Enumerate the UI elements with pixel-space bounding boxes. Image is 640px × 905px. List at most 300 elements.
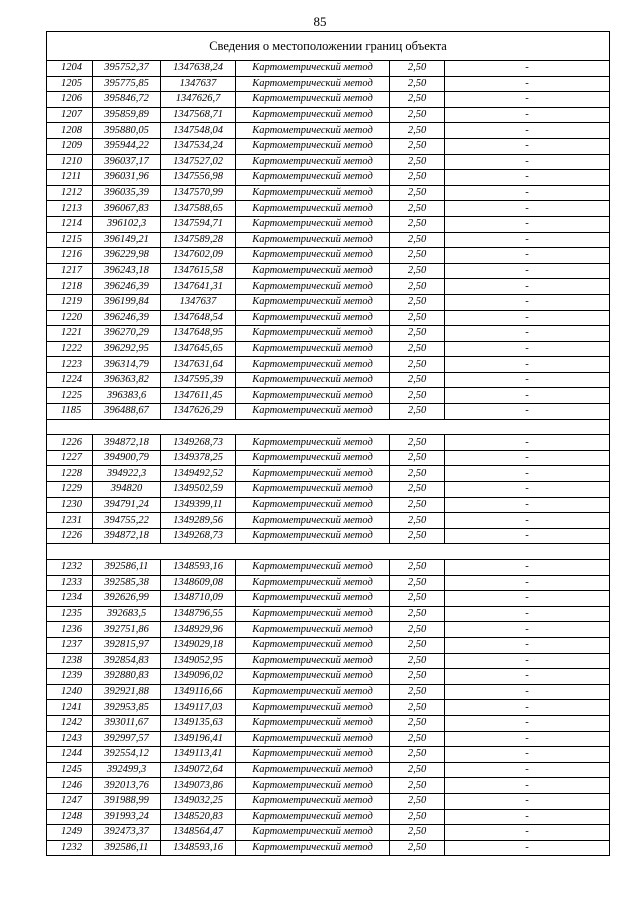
x-coordinate-cell: 394820 — [93, 482, 161, 498]
group-separator-row — [47, 419, 610, 435]
point-id-cell: 1246 — [47, 778, 93, 794]
method-cell: Картометрический метод — [236, 575, 390, 591]
y-coordinate-cell: 1347594,71 — [161, 216, 236, 232]
accuracy-cell: 2,50 — [390, 185, 445, 201]
method-cell: Картометрический метод — [236, 606, 390, 622]
point-id-cell: 1240 — [47, 684, 93, 700]
accuracy-cell: 2,50 — [390, 684, 445, 700]
table-row — [47, 435, 610, 451]
method-cell: Картометрический метод — [236, 762, 390, 778]
accuracy-cell: 2,50 — [390, 388, 445, 404]
description-cell: - — [445, 107, 610, 123]
x-coordinate-cell: 394922,3 — [93, 466, 161, 482]
x-coordinate-cell: 392880,83 — [93, 669, 161, 685]
y-coordinate-cell: 1349096,02 — [161, 669, 236, 685]
x-coordinate-cell: 394872,18 — [93, 528, 161, 544]
method-cell: Картометрический метод — [236, 232, 390, 248]
method-cell: Картометрический метод — [236, 450, 390, 466]
point-id-cell: 1245 — [47, 762, 93, 778]
x-coordinate-cell: 392013,76 — [93, 778, 161, 794]
method-cell: Картометрический метод — [236, 326, 390, 342]
y-coordinate-cell: 1349502,59 — [161, 482, 236, 498]
x-coordinate-cell: 396037,17 — [93, 154, 161, 170]
table-row — [47, 591, 610, 607]
table-row — [47, 793, 610, 809]
point-id-cell: 1226 — [47, 528, 93, 544]
x-coordinate-cell: 392626,99 — [93, 591, 161, 607]
x-coordinate-cell: 392473,37 — [93, 825, 161, 841]
method-cell: Картометрический метод — [236, 793, 390, 809]
accuracy-cell: 2,50 — [390, 482, 445, 498]
y-coordinate-cell: 1347556,98 — [161, 170, 236, 186]
x-coordinate-cell: 392499,3 — [93, 762, 161, 778]
description-cell: - — [445, 388, 610, 404]
accuracy-cell: 2,50 — [390, 372, 445, 388]
point-id-cell: 1241 — [47, 700, 93, 716]
table-row — [47, 61, 610, 77]
description-cell: - — [445, 170, 610, 186]
point-id-cell: 1208 — [47, 123, 93, 139]
x-coordinate-cell: 392554,12 — [93, 747, 161, 763]
point-id-cell: 1217 — [47, 263, 93, 279]
description-cell: - — [445, 154, 610, 170]
accuracy-cell: 2,50 — [390, 731, 445, 747]
description-cell: - — [445, 138, 610, 154]
x-coordinate-cell: 392751,86 — [93, 622, 161, 638]
table-row — [47, 560, 610, 576]
table-row — [47, 107, 610, 123]
accuracy-cell: 2,50 — [390, 700, 445, 716]
accuracy-cell: 2,50 — [390, 825, 445, 841]
point-id-cell: 1211 — [47, 170, 93, 186]
y-coordinate-cell: 1349268,73 — [161, 435, 236, 451]
method-cell: Картометрический метод — [236, 591, 390, 607]
point-id-cell: 1209 — [47, 138, 93, 154]
accuracy-cell: 2,50 — [390, 575, 445, 591]
method-cell: Картометрический метод — [236, 263, 390, 279]
accuracy-cell: 2,50 — [390, 232, 445, 248]
table-row — [47, 809, 610, 825]
accuracy-cell: 2,50 — [390, 513, 445, 529]
method-cell: Картометрический метод — [236, 669, 390, 685]
point-id-cell: 1215 — [47, 232, 93, 248]
accuracy-cell: 2,50 — [390, 778, 445, 794]
y-coordinate-cell: 1347615,58 — [161, 263, 236, 279]
point-id-cell: 1223 — [47, 357, 93, 373]
method-cell: Картометрический метод — [236, 497, 390, 513]
x-coordinate-cell: 395944,22 — [93, 138, 161, 154]
y-coordinate-cell: 1349268,73 — [161, 528, 236, 544]
description-cell: - — [445, 357, 610, 373]
accuracy-cell: 2,50 — [390, 747, 445, 763]
x-coordinate-cell: 396270,29 — [93, 326, 161, 342]
accuracy-cell: 2,50 — [390, 123, 445, 139]
point-id-cell: 1232 — [47, 560, 93, 576]
description-cell: - — [445, 61, 610, 77]
method-cell: Картометрический метод — [236, 61, 390, 77]
table-row — [47, 747, 610, 763]
accuracy-cell: 2,50 — [390, 528, 445, 544]
y-coordinate-cell: 1348593,16 — [161, 840, 236, 856]
separator-cell — [47, 419, 610, 435]
x-coordinate-cell: 392997,57 — [93, 731, 161, 747]
description-cell: - — [445, 606, 610, 622]
point-id-cell: 1230 — [47, 497, 93, 513]
description-cell: - — [445, 123, 610, 139]
description-cell: - — [445, 747, 610, 763]
table-row — [47, 606, 610, 622]
table-row — [47, 450, 610, 466]
description-cell: - — [445, 466, 610, 482]
description-cell: - — [445, 201, 610, 217]
point-id-cell: 1236 — [47, 622, 93, 638]
table-row — [47, 326, 610, 342]
table-row — [47, 154, 610, 170]
table-row — [47, 341, 610, 357]
description-cell: - — [445, 435, 610, 451]
table-row — [47, 216, 610, 232]
table-row — [47, 497, 610, 513]
description-cell: - — [445, 825, 610, 841]
point-id-cell: 1212 — [47, 185, 93, 201]
method-cell: Картометрический метод — [236, 201, 390, 217]
description-cell: - — [445, 669, 610, 685]
y-coordinate-cell: 1347602,09 — [161, 248, 236, 264]
point-id-cell: 1219 — [47, 294, 93, 310]
point-id-cell: 1185 — [47, 404, 93, 420]
x-coordinate-cell: 396314,79 — [93, 357, 161, 373]
accuracy-cell: 2,50 — [390, 560, 445, 576]
point-id-cell: 1218 — [47, 279, 93, 295]
table-row — [47, 715, 610, 731]
x-coordinate-cell: 396383,6 — [93, 388, 161, 404]
accuracy-cell: 2,50 — [390, 279, 445, 295]
y-coordinate-cell: 1348929,96 — [161, 622, 236, 638]
table-row — [47, 466, 610, 482]
accuracy-cell: 2,50 — [390, 216, 445, 232]
description-cell: - — [445, 715, 610, 731]
description-cell: - — [445, 809, 610, 825]
description-cell: - — [445, 279, 610, 295]
table-row — [47, 372, 610, 388]
method-cell: Картометрический метод — [236, 248, 390, 264]
y-coordinate-cell: 1347534,24 — [161, 138, 236, 154]
accuracy-cell: 2,50 — [390, 326, 445, 342]
x-coordinate-cell: 396246,39 — [93, 310, 161, 326]
y-coordinate-cell: 1349116,66 — [161, 684, 236, 700]
description-cell: - — [445, 232, 610, 248]
x-coordinate-cell: 392585,38 — [93, 575, 161, 591]
method-cell: Картометрический метод — [236, 825, 390, 841]
method-cell: Картометрический метод — [236, 154, 390, 170]
accuracy-cell: 2,50 — [390, 154, 445, 170]
y-coordinate-cell: 1347548,04 — [161, 123, 236, 139]
accuracy-cell: 2,50 — [390, 591, 445, 607]
point-id-cell: 1224 — [47, 372, 93, 388]
x-coordinate-cell: 392586,11 — [93, 840, 161, 856]
description-cell: - — [445, 591, 610, 607]
table-row — [47, 482, 610, 498]
accuracy-cell: 2,50 — [390, 248, 445, 264]
x-coordinate-cell: 395880,05 — [93, 123, 161, 139]
accuracy-cell: 2,50 — [390, 762, 445, 778]
y-coordinate-cell: 1348593,16 — [161, 560, 236, 576]
point-id-cell: 1244 — [47, 747, 93, 763]
table-row — [47, 294, 610, 310]
point-id-cell: 1204 — [47, 61, 93, 77]
x-coordinate-cell: 392683,5 — [93, 606, 161, 622]
description-cell: - — [445, 263, 610, 279]
method-cell: Картометрический метод — [236, 435, 390, 451]
point-id-cell: 1234 — [47, 591, 93, 607]
accuracy-cell: 2,50 — [390, 404, 445, 420]
accuracy-cell: 2,50 — [390, 435, 445, 451]
accuracy-cell: 2,50 — [390, 637, 445, 653]
y-coordinate-cell: 1349135,63 — [161, 715, 236, 731]
page-number: 85 — [313, 14, 327, 29]
point-id-cell: 1229 — [47, 482, 93, 498]
point-id-cell: 1233 — [47, 575, 93, 591]
y-coordinate-cell: 1349289,56 — [161, 513, 236, 529]
description-cell: - — [445, 793, 610, 809]
method-cell: Картометрический метод — [236, 684, 390, 700]
table-row — [47, 310, 610, 326]
method-cell: Картометрический метод — [236, 76, 390, 92]
description-cell: - — [445, 684, 610, 700]
x-coordinate-cell: 396199,84 — [93, 294, 161, 310]
table-row — [47, 170, 610, 186]
table-row — [47, 357, 610, 373]
y-coordinate-cell: 1349117,03 — [161, 700, 236, 716]
x-coordinate-cell: 396488,67 — [93, 404, 161, 420]
method-cell: Картометрический метод — [236, 310, 390, 326]
method-cell: Картометрический метод — [236, 138, 390, 154]
table-row — [47, 513, 610, 529]
y-coordinate-cell: 1347648,54 — [161, 310, 236, 326]
point-id-cell: 1231 — [47, 513, 93, 529]
y-coordinate-cell: 1349052,95 — [161, 653, 236, 669]
y-coordinate-cell: 1349029,18 — [161, 637, 236, 653]
point-id-cell: 1216 — [47, 248, 93, 264]
method-cell: Картометрический метод — [236, 404, 390, 420]
x-coordinate-cell: 394872,18 — [93, 435, 161, 451]
accuracy-cell: 2,50 — [390, 201, 445, 217]
method-cell: Картометрический метод — [236, 653, 390, 669]
x-coordinate-cell: 395752,37 — [93, 61, 161, 77]
description-cell: - — [445, 513, 610, 529]
table-row — [47, 653, 610, 669]
y-coordinate-cell: 1347638,24 — [161, 61, 236, 77]
point-id-cell: 1226 — [47, 435, 93, 451]
table-row — [47, 76, 610, 92]
point-id-cell: 1225 — [47, 388, 93, 404]
description-cell: - — [445, 185, 610, 201]
table-row — [47, 762, 610, 778]
description-cell: - — [445, 76, 610, 92]
accuracy-cell: 2,50 — [390, 107, 445, 123]
description-cell: - — [445, 372, 610, 388]
table-row — [47, 778, 610, 794]
method-cell: Картометрический метод — [236, 840, 390, 856]
table-row — [47, 232, 610, 248]
point-id-cell: 1228 — [47, 466, 93, 482]
description-cell: - — [445, 404, 610, 420]
y-coordinate-cell: 1347637 — [161, 76, 236, 92]
y-coordinate-cell: 1347595,39 — [161, 372, 236, 388]
x-coordinate-cell: 393011,67 — [93, 715, 161, 731]
y-coordinate-cell: 1349399,11 — [161, 497, 236, 513]
method-cell: Картометрический метод — [236, 388, 390, 404]
table-row — [47, 684, 610, 700]
table-row — [47, 388, 610, 404]
method-cell: Картометрический метод — [236, 482, 390, 498]
accuracy-cell: 2,50 — [390, 450, 445, 466]
x-coordinate-cell: 391988,99 — [93, 793, 161, 809]
point-id-cell: 1239 — [47, 669, 93, 685]
description-cell: - — [445, 575, 610, 591]
table-row — [47, 700, 610, 716]
y-coordinate-cell: 1347611,45 — [161, 388, 236, 404]
method-cell: Картометрический метод — [236, 466, 390, 482]
table-row — [47, 248, 610, 264]
y-coordinate-cell: 1348609,08 — [161, 575, 236, 591]
y-coordinate-cell: 1349072,64 — [161, 762, 236, 778]
description-cell: - — [445, 482, 610, 498]
x-coordinate-cell: 392815,97 — [93, 637, 161, 653]
description-cell: - — [445, 326, 610, 342]
y-coordinate-cell: 1349113,41 — [161, 747, 236, 763]
method-cell: Картометрический метод — [236, 560, 390, 576]
point-id-cell: 1247 — [47, 793, 93, 809]
x-coordinate-cell: 392921,88 — [93, 684, 161, 700]
y-coordinate-cell: 1347527,02 — [161, 154, 236, 170]
accuracy-cell: 2,50 — [390, 357, 445, 373]
point-id-cell: 1210 — [47, 154, 93, 170]
table-title: Сведения о местоположении границ объекта — [47, 32, 610, 61]
method-cell: Картометрический метод — [236, 294, 390, 310]
table-row — [47, 123, 610, 139]
point-id-cell: 1232 — [47, 840, 93, 856]
accuracy-cell: 2,50 — [390, 793, 445, 809]
point-id-cell: 1221 — [47, 326, 93, 342]
y-coordinate-cell: 1347641,31 — [161, 279, 236, 295]
x-coordinate-cell: 396067,83 — [93, 201, 161, 217]
accuracy-cell: 2,50 — [390, 92, 445, 108]
accuracy-cell: 2,50 — [390, 294, 445, 310]
description-cell: - — [445, 560, 610, 576]
point-id-cell: 1248 — [47, 809, 93, 825]
table-row — [47, 669, 610, 685]
x-coordinate-cell: 392586,11 — [93, 560, 161, 576]
y-coordinate-cell: 1347588,65 — [161, 201, 236, 217]
separator-cell — [47, 544, 610, 560]
accuracy-cell: 2,50 — [390, 809, 445, 825]
description-cell: - — [445, 528, 610, 544]
description-cell: - — [445, 840, 610, 856]
point-id-cell: 1227 — [47, 450, 93, 466]
accuracy-cell: 2,50 — [390, 715, 445, 731]
point-id-cell: 1214 — [47, 216, 93, 232]
x-coordinate-cell: 392854,83 — [93, 653, 161, 669]
table-row — [47, 404, 610, 420]
point-id-cell: 1220 — [47, 310, 93, 326]
accuracy-cell: 2,50 — [390, 61, 445, 77]
table-row — [47, 201, 610, 217]
y-coordinate-cell: 1348796,55 — [161, 606, 236, 622]
y-coordinate-cell: 1349378,25 — [161, 450, 236, 466]
method-cell: Картометрический метод — [236, 513, 390, 529]
x-coordinate-cell: 396035,39 — [93, 185, 161, 201]
method-cell: Картометрический метод — [236, 809, 390, 825]
point-id-cell: 1237 — [47, 637, 93, 653]
y-coordinate-cell: 1347645,65 — [161, 341, 236, 357]
point-id-cell: 1242 — [47, 715, 93, 731]
point-id-cell: 1207 — [47, 107, 93, 123]
y-coordinate-cell: 1347648,95 — [161, 326, 236, 342]
description-cell: - — [445, 731, 610, 747]
description-cell: - — [445, 294, 610, 310]
description-cell: - — [445, 637, 610, 653]
description-cell: - — [445, 762, 610, 778]
method-cell: Картометрический метод — [236, 528, 390, 544]
x-coordinate-cell: 396031,96 — [93, 170, 161, 186]
description-cell: - — [445, 653, 610, 669]
accuracy-cell: 2,50 — [390, 466, 445, 482]
method-cell: Картометрический метод — [236, 731, 390, 747]
method-cell: Картометрический метод — [236, 123, 390, 139]
point-id-cell: 1238 — [47, 653, 93, 669]
method-cell: Картометрический метод — [236, 715, 390, 731]
group-separator-row — [47, 544, 610, 560]
accuracy-cell: 2,50 — [390, 606, 445, 622]
description-cell: - — [445, 622, 610, 638]
y-coordinate-cell: 1349492,52 — [161, 466, 236, 482]
accuracy-cell: 2,50 — [390, 622, 445, 638]
table-row — [47, 528, 610, 544]
x-coordinate-cell: 396292,95 — [93, 341, 161, 357]
point-id-cell: 1205 — [47, 76, 93, 92]
x-coordinate-cell: 391993,24 — [93, 809, 161, 825]
method-cell: Картометрический метод — [236, 279, 390, 295]
accuracy-cell: 2,50 — [390, 840, 445, 856]
y-coordinate-cell: 1347626,29 — [161, 404, 236, 420]
table-row — [47, 622, 610, 638]
table-row — [47, 637, 610, 653]
method-cell: Картометрический метод — [236, 341, 390, 357]
x-coordinate-cell: 396149,21 — [93, 232, 161, 248]
table-row — [47, 825, 610, 841]
description-cell: - — [445, 216, 610, 232]
method-cell: Картометрический метод — [236, 107, 390, 123]
description-cell: - — [445, 341, 610, 357]
y-coordinate-cell: 1347589,28 — [161, 232, 236, 248]
description-cell: - — [445, 497, 610, 513]
x-coordinate-cell: 395846,72 — [93, 92, 161, 108]
description-cell: - — [445, 310, 610, 326]
point-id-cell: 1235 — [47, 606, 93, 622]
accuracy-cell: 2,50 — [390, 138, 445, 154]
accuracy-cell: 2,50 — [390, 310, 445, 326]
y-coordinate-cell: 1348520,83 — [161, 809, 236, 825]
accuracy-cell: 2,50 — [390, 76, 445, 92]
x-coordinate-cell: 396246,39 — [93, 279, 161, 295]
y-coordinate-cell: 1347568,71 — [161, 107, 236, 123]
accuracy-cell: 2,50 — [390, 263, 445, 279]
description-cell: - — [445, 248, 610, 264]
table-row — [47, 575, 610, 591]
table-row — [47, 92, 610, 108]
method-cell: Картометрический метод — [236, 700, 390, 716]
